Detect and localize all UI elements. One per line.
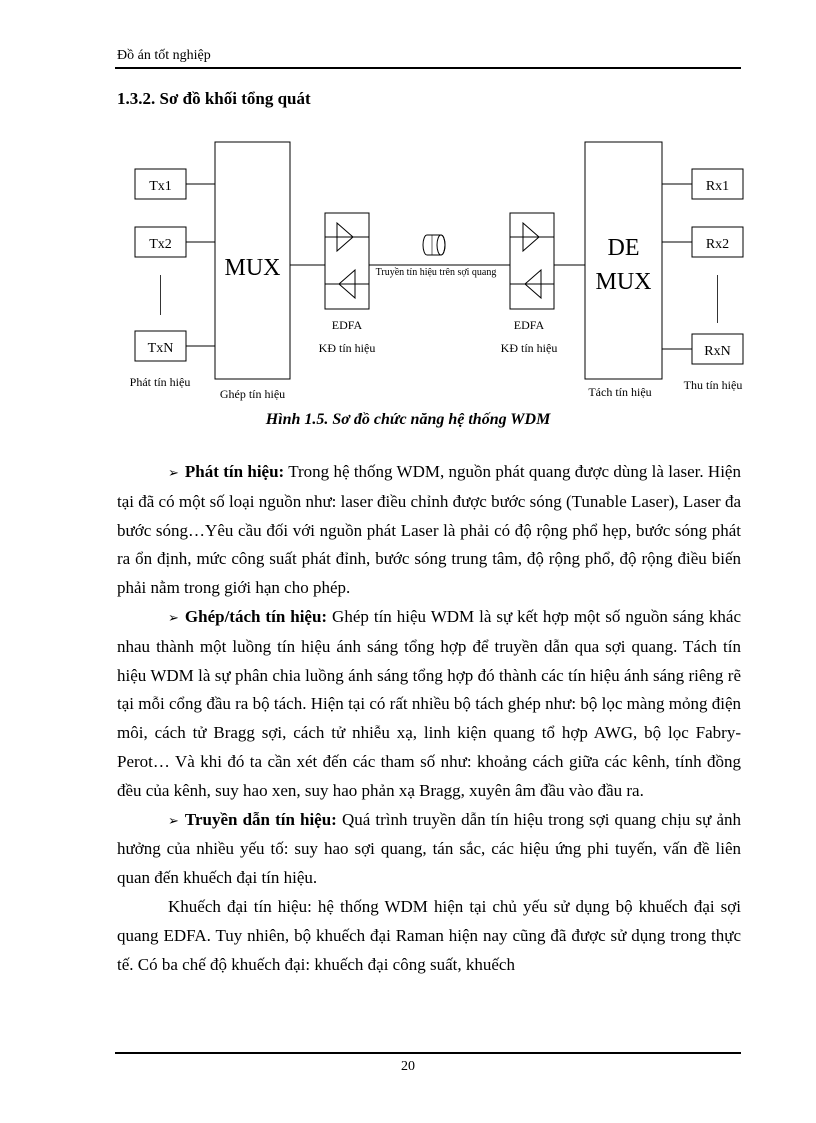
paragraph-text: Trong hệ thống WDM, nguồn phát quang được dùng là laser. Hiện tại đã có một số loại nguồn như: laser điều chỉnh được bước sóng (Tunable Laser), Laser đa bước sóng…Yêu cầu đối với nguồn phát Laser là phải có độ rộng phổ hẹp, bước sóng phát ra ổn định, mức công suất phát đỉnh, bước sóng trung tâm, độ rộng phổ, độ rộng điều biến phải nằm trong giới hạn cho phép. — [117, 462, 741, 598]
fiber-coil-icon — [423, 235, 445, 255]
bullet-arrow-icon: ➢ — [168, 812, 179, 828]
body-text — [117, 458, 741, 979]
bullet-arrow-icon: ➢ — [168, 465, 179, 480]
figure-caption: Hình 1.5. Sơ đồ chức năng hệ thống WDM — [265, 411, 551, 428]
paragraph-lead: Truyền dẫn tín hiệu: — [184, 809, 337, 829]
paragraph-text: Khuếch đại tín hiệu: hệ thống WDM hiện tại chủ yếu sử dụng bộ khuếch đại sợi quang EDFA. Tuy nhiên, bộ khuếch đại Raman hiện nay cũng đã được sử dụng trong thực tế. Có ba chế độ khuếch đại: khuếch đại công suất, khuếch — [117, 896, 741, 974]
paragraph-lead: Phát tín hiệu: — [184, 462, 285, 481]
mux-label: MUX — [224, 255, 281, 281]
section-title: 1.3.2. Sơ đồ khối tổng quát — [117, 89, 311, 108]
mux-group-label: Ghép tín hiệu — [219, 387, 286, 401]
paragraph-text: Quá trình truyền dẫn tín hiệu trong sợi quang chịu sự ảnh hưởng của nhiều yếu tố: suy hao sợi quang, tán sắc, các hiệu ứng phi tuyến, vấn đề liên quan đến khuếch đại tín hiệu. — [117, 809, 741, 888]
paragraph-mux-demux — [117, 603, 741, 806]
paragraph-transmission — [117, 806, 741, 893]
edfa-right-label: EDFA — [513, 318, 545, 332]
rxn-label: RxN — [704, 344, 731, 359]
amp-right-label: KĐ tín hiệu — [500, 341, 558, 355]
amp-left-label: KĐ tín hiệu — [318, 341, 376, 355]
demux-label-line2: MUX — [595, 269, 652, 295]
edfa-left-label: EDFA — [331, 318, 363, 332]
rx1-label: Rx1 — [705, 179, 730, 194]
edfa-amplifier-right — [510, 213, 554, 309]
bullet-arrow-icon: ➢ — [168, 609, 179, 625]
demux-label-line1: DE — [607, 235, 640, 261]
paragraph-lead: Ghép/tách tín hiệu: — [184, 606, 328, 626]
page-number: 20 — [401, 1059, 415, 1074]
tx1-label: Tx1 — [149, 179, 172, 194]
fiber-label: Truyền tín hiệu trên sợi quang — [375, 267, 497, 278]
edfa-amplifier-left — [325, 213, 369, 309]
rx2-label: Rx2 — [705, 237, 730, 252]
footer-divider — [115, 1052, 741, 1054]
txn-label: TxN — [147, 341, 174, 356]
paragraph-transmit — [117, 458, 741, 603]
demux-group-label: Tách tín hiệu — [588, 385, 652, 399]
tx-group-label: Phát tín hiệu — [129, 375, 191, 389]
paragraph-text: Ghép tín hiệu WDM là sự kết hợp một số nguồn sáng khác nhau thành một luồng tín hiệu ánh sáng tổng hợp để truyền dẫn qua sợi quang. Tách tín hiệu WDM là sự phân chia luồng ánh sáng tổng hợp đó thành các tín hiệu ánh sáng riêng rẽ tại mỗi cổng đầu ra bộ tách. Hiện tại có rất nhiều bộ tách ghép như: bộ lọc màng mỏng điện môi, cách tử Bragg sợi, cách tử nhiễu xạ, linh kiện quang tổ hợp AWG, bộ lọc Fabry-Perot… Và khi đó ta cần xét đến các tham số như: khoảng cách giữa các kênh, tính đồng đều của kênh, suy hao xen, suy hao phản xạ Bragg, xuyên âm đầu vào đầu ra. — [117, 606, 741, 800]
page-header-title: Đồ án tốt nghiệp — [117, 48, 211, 63]
rx-group-label: Thu tín hiệu — [683, 378, 743, 392]
header-divider — [115, 67, 741, 69]
paragraph-amplification — [117, 893, 741, 979]
tx2-label: Tx2 — [149, 237, 172, 252]
wdm-block-diagram — [115, 135, 755, 405]
